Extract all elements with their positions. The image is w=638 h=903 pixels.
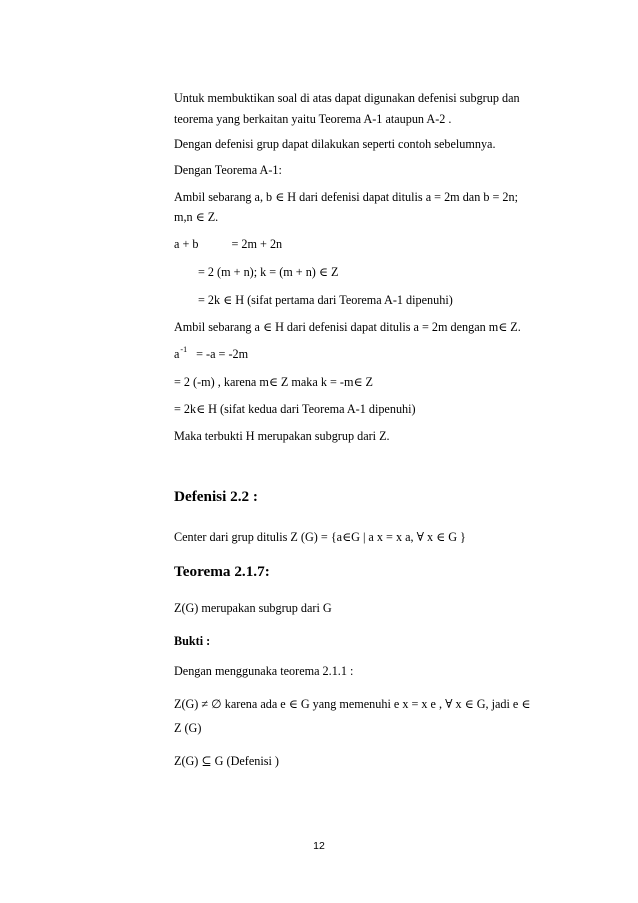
theorem-statement: Z(G) merupakan subgrup dari G [174, 601, 332, 615]
theorem-heading: Teorema 2.1.7: [174, 563, 270, 580]
take-a-line: Ambil sebarang a ∈ H dari defenisi dapat ditulis a = 2m dengan m∈ Z. [174, 320, 521, 334]
inverse-step-3: = 2k∈ H (sifat kedua dari Teorema A-1 dipenuhi) [174, 402, 416, 416]
sum-lhs: a + b [174, 237, 199, 251]
proof-line-2a: Z(G) ≠ ∅ karena ada e ∈ G yang memenuhi e x = x e , ∀ x ∈ G, jadi e ∈ [174, 697, 531, 711]
conclusion-line: Maka terbukti H merupakan subgrup dari Z. [174, 429, 390, 443]
definition-text: Center dari grup ditulis Z (G) = {a∈G | a x = x a, ∀ x ∈ G } [174, 530, 466, 544]
group-definition-line: Dengan defenisi grup dapat dilakukan seperti contoh sebelumnya. [174, 137, 496, 151]
inverse-step-2: = 2 (-m) , karena m∈ Z maka k = -m∈ Z [174, 375, 373, 389]
sum-step-2: = 2 (m + n); k = (m + n) ∈ Z [198, 265, 339, 279]
take-ab-line-2: m,n ∈ Z. [174, 210, 219, 224]
proof-line-1: Dengan menggunaka teorema 2.1.1 : [174, 664, 354, 678]
sum-equation-line [174, 237, 282, 252]
sum-step-3: = 2k ∈ H (sifat pertama dari Teorema A-1 dipenuhi) [198, 293, 453, 307]
proof-line-3: Z(G) ⊆ G (Defenisi ) [174, 754, 279, 768]
inverse-exponent: -1 [180, 345, 188, 354]
theorem-a1-line: Dengan Teorema A-1: [174, 163, 282, 177]
sum-rhs: = 2m + 2n [231, 237, 283, 251]
proof-heading: Bukti : [174, 634, 211, 648]
page-number: 12 [313, 840, 325, 852]
intro-line-2: teorema yang berkaitan yaitu Teorema A-1 ataupun A-2 . [174, 112, 452, 126]
proof-line-2b: Z (G) [174, 721, 202, 735]
take-ab-line-1: Ambil sebarang a, b ∈ H dari defenisi dapat ditulis a = 2m dan b = 2n; [174, 190, 518, 204]
intro-line-1: Untuk membuktikan soal di atas dapat digunakan defenisi subgrup dan [174, 91, 520, 105]
inverse-rhs: = -a = -2m [196, 347, 249, 361]
inverse-equation-line [174, 347, 248, 363]
inverse-base: a [174, 347, 180, 361]
definition-heading: Defenisi 2.2 : [174, 488, 258, 505]
